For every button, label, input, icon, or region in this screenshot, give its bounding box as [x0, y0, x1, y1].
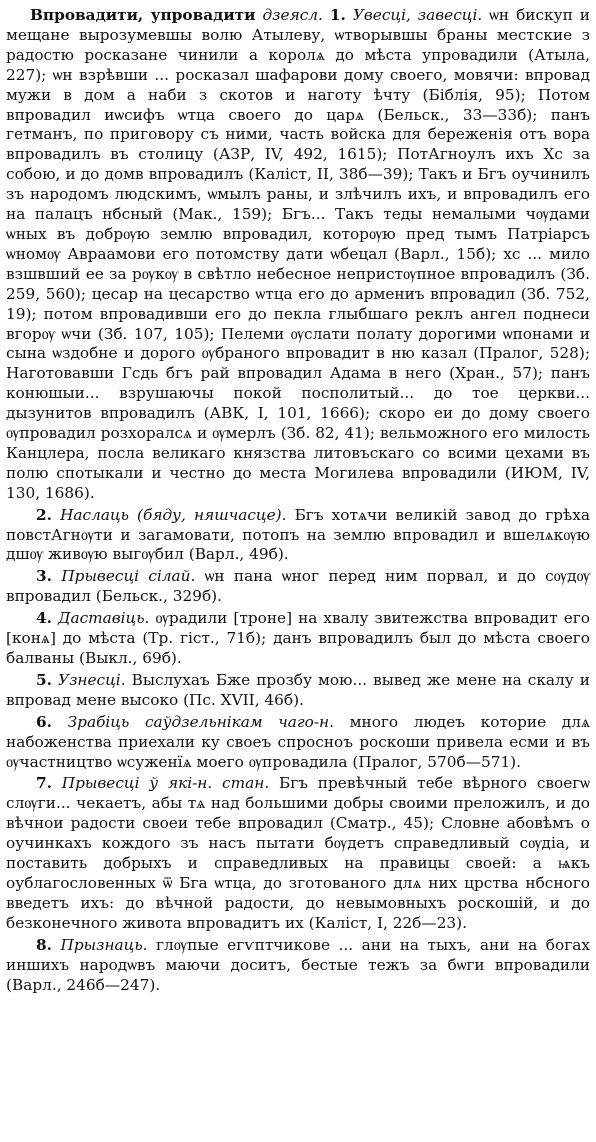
sense-6	[6, 713, 590, 773]
headword: Впровадити, упровадити	[30, 6, 256, 24]
sense-2	[6, 506, 590, 566]
sense-gloss: Даставіць.	[58, 609, 150, 628]
sense-citations: ѡн бискуп и мещане вырозумевшы волю Атылеву, ѡтворывшы браны местские з радостю росказане чинили а королѧ до мѣста упровадили (Атыла, 227); ѡн взрѣвши ... росказал шафарови дому своего, мовячи: впровад мужи в дом а наби з скотов и наготу ѣчту (Біблія, 95); Потом впровадил иѡсифъ ѡтца своего до царѧ (Бельск., 33—33б); панъ гетманъ, по приговору съ ними, часть войска для береженія отъ вора впровадилъ въ столицу (АЗР, IV, 492, 1615); ПотАгноулъ ихъ Хс за собою, и до домв впровадилъ (Каліст, II, 38б—39); Такъ и Бгъ оучинилъ зъ народомъ людскимъ, ѡмылъ раны, и злѣчилъ ихъ, и впровадилъ его на палацъ нбсный (Мак., 159); Бгъ... Такъ теды немалыми чѹдами ѡных въ добрѹю землю впровадил, которѹю пред тымъ Патріарсъ ѡномѹ Авраамови его потомству дати ѡбецал (Варл., 15б); хс ... мило взшвший ее за рѹкѹ в свѣтло небесное непристѹпное впровадилъ (Зб. 259, 560); цесар на цесарство ѡтца его до армениъ впровадил (Зб. 752, 19); потом впровадивши его до пекла глыбшаго реклъ ангел поднеси вгорѹ ѡчи (Зб. 107, 105); Пелеми ѹслати полату дорогими ѡпонами и сына ѡздобне и дорого ѹбраного впровадит в ню казал (Пралог, 528); Наготовавши Гсдь бгъ рай впровадил Адама в него (Хран., 57); панъ конюшыи... взрушаючы покой посполитый... до тое церкви... дызунитов впровадилъ (АВК, І, 101, 1666); скоро еи до дому своего ѹпровадил розхоралсѧ и ѹмерлъ (Зб. 82, 41); вельможного его милость Канцлера, посла великаго князства литовъскаго со всими цехами въ полю спотыкали и честно до места Могилева впровадили (ИЮМ, IV, 130, 1686).	[6, 6, 590, 502]
part-of-speech: дзеясл.	[262, 6, 323, 24]
sense-number: 8.	[36, 935, 52, 954]
sense-5	[6, 671, 590, 711]
sense-citations: ѹрадили [троне] на хвалу звитежства впровадит его [конѧ] до мѣста (Тр. гіст., 71б); данъ впровадилъ был до мѣста своего балваны (Выкл., 69б).	[6, 609, 590, 667]
sense-gloss: Прызнаць.	[60, 935, 148, 954]
sense-3	[6, 567, 590, 607]
sense-gloss: Увесці, завесці.	[352, 6, 483, 24]
sense-citations: Бгъ хотѧчи великій завод до грѣха повстАгнѹти и загамовати, потопъ на землю впровадил и вшелѧкѹю дшѹ живѹю выгѹбил (Варл., 49б).	[6, 505, 590, 564]
sense-gloss: Прывесці сілай.	[61, 567, 196, 586]
sense-gloss: Зрабіць саўдзельнікам чаго-н.	[67, 712, 334, 731]
sense-citations: ѡн пана ѡног перед ним порвал, и до сѹдѹ впровадил (Бельск., 329б).	[6, 567, 591, 606]
sense-number: 4.	[36, 609, 52, 628]
sense-number: 5.	[36, 670, 52, 689]
sense-4	[6, 609, 590, 669]
sense-8	[6, 936, 590, 996]
sense-gloss: Наслаць (бяду, няшчасце).	[60, 505, 287, 524]
sense-citations: Выслухаъ Бже прозбу мою... вывед же мене на скалу и впровад мене высоко (Пс. XVII, 46б).	[6, 670, 590, 709]
sense-7	[6, 774, 590, 933]
sense-1	[6, 6, 590, 504]
sense-number: 2.	[36, 505, 52, 524]
sense-number: 1.	[329, 6, 346, 24]
sense-citations: глѹпые егѵптчикове ... ани на тыхъ, ани на богах иншихъ народѡвъ маючи доситъ, бестые тежъ за бѡги впровадили (Варл., 246б—247).	[6, 935, 590, 994]
sense-citations: Бгъ превѣчный тебе вѣрного своегѡ слѹги... чекаетъ, абы тѧ над большими добры своими преложилъ, и до вѣчнои радости своеи тебе впровадил (Сматр., 45); Словне абовѣмъ о оучинкахъ кождого зъ насъ пытати бѹдетъ справедливый сѹдіа, и поставить добрыхъ и справедливых на правицы своей: а ѩкъ оублагословенных ѿ Бга ѡтца, до зготованого длѧ них црства нбсного введетъ ихъ: до вѣчной радости, до невымовныхъ роскошій, и до безконечного живота впровадитъ их (Каліст, І, 22б—23).	[6, 774, 590, 932]
sense-gloss: Прывесці ў які-н. стан.	[61, 774, 270, 793]
sense-citations: много людеъ которие длѧ набоженства приехали ку своеъ спросноъ роскоши привела есми и въ ѹчастництво ѡсуженїѧ моего ѹпровадила (Пралог, 570б—571).	[6, 712, 590, 771]
sense-number: 6.	[36, 712, 52, 731]
sense-number: 3.	[36, 567, 52, 586]
sense-number: 7.	[36, 774, 52, 793]
sense-gloss: Узнесці.	[58, 670, 126, 689]
